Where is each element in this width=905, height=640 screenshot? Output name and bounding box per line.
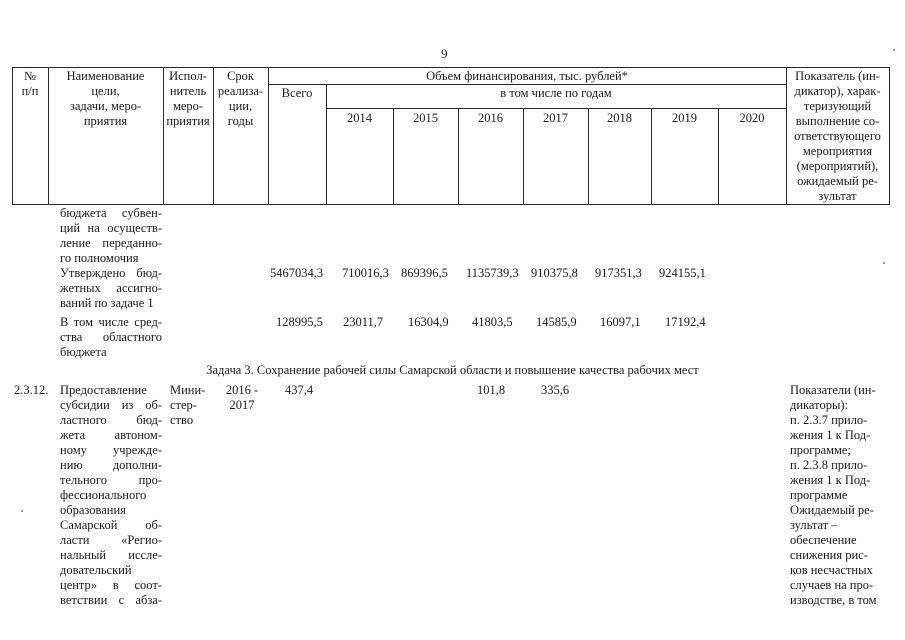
- regional-2014: 23011,7: [343, 315, 384, 329]
- approved-2014: 710016,3: [342, 266, 389, 280]
- approved-2019: 924155,1: [659, 266, 706, 280]
- regional-2016: 41803,5: [472, 315, 513, 329]
- scan-speck: [893, 49, 895, 51]
- header-executor: Испол- нитель меро- приятия: [166, 69, 210, 128]
- header-term: Срок реализа- ции, годы: [217, 69, 264, 128]
- regional-2017: 14585,9: [536, 315, 577, 329]
- task-title: Задача 3. Сохранение рабочей силы Самарской области и повышение качества рабочих мест: [206, 363, 699, 377]
- item-total: 437,4: [285, 383, 314, 397]
- continued-text: бюджета субвен- ций на осуществ- ление переданно- го полномочия: [60, 206, 162, 265]
- item-executor: Мини- стер- ство: [170, 383, 206, 427]
- header-year-2018: 2018: [607, 111, 632, 125]
- header-funding-title: Объем финансирования, тыс. рублей*: [426, 69, 628, 83]
- item-term: 2016 - 2017: [225, 383, 259, 412]
- approved-2015: 869396,5: [401, 266, 448, 280]
- header-by-years: в том числе по годам: [500, 86, 612, 100]
- header-indicator: Показатель (ин- дикатор), харак- теризующий выполнение со- ответствующего мероприятия (мероприятий), ожидаемый ре- зультат: [794, 69, 881, 203]
- header-year-2016: 2016: [478, 111, 503, 125]
- approved-2018: 917351,3: [595, 266, 642, 280]
- header-total: Всего: [281, 86, 313, 100]
- item-num: 2.3.12.: [14, 383, 49, 397]
- page-number: 9: [441, 46, 448, 61]
- approved-total: 5467034,3: [270, 266, 324, 280]
- header-name: Наименование цели, задачи, меро- приятия: [66, 69, 145, 128]
- approved-2016: 1135739,3: [466, 266, 519, 280]
- header-year-2020: 2020: [739, 111, 765, 125]
- regional-2018: 16097,1: [600, 315, 641, 329]
- scan-speck: [21, 510, 23, 512]
- header-year-2014: 2014: [347, 111, 372, 125]
- item-indicator: Показатели (ин- дикаторы): п. 2.3.7 прило- жения 1 к Под- программе; п. 2.3.8 прило- жения 1 к Под- программе Ожидаемый ре- зультат – обеспечение снижения рис- ков несчастных случаев на про- изводстве, в том: [790, 383, 877, 607]
- approved-label: Утверждено бюд- жетных ассигно- ваний по задаче 1: [60, 266, 162, 310]
- header-year-2017: 2017: [543, 111, 568, 125]
- regional-total: 128995,5: [276, 315, 323, 329]
- regional-2015: 16304,9: [408, 315, 449, 329]
- header-num: № п/п: [21, 69, 39, 98]
- header-year-2019: 2019: [672, 111, 697, 125]
- header-year-2015: 2015: [413, 111, 438, 125]
- regional-label: В том числе сред- ства областного бюджета: [60, 315, 162, 359]
- scan-speck: [883, 262, 885, 264]
- regional-2019: 17192,4: [665, 315, 706, 329]
- approved-2017: 910375,8: [531, 266, 578, 280]
- item-2017: 335,6: [541, 383, 570, 397]
- item-2016: 101,8: [477, 383, 506, 397]
- item-name: Предоставление субсидии из об- ластного бюд- жета автоном- ному учрежде- нию дополни- тельного про- фессионального образования Самарской об- ласти «Регио- нальный иссле- довательский центр» в соот- ветствии с абза-: [60, 383, 162, 607]
